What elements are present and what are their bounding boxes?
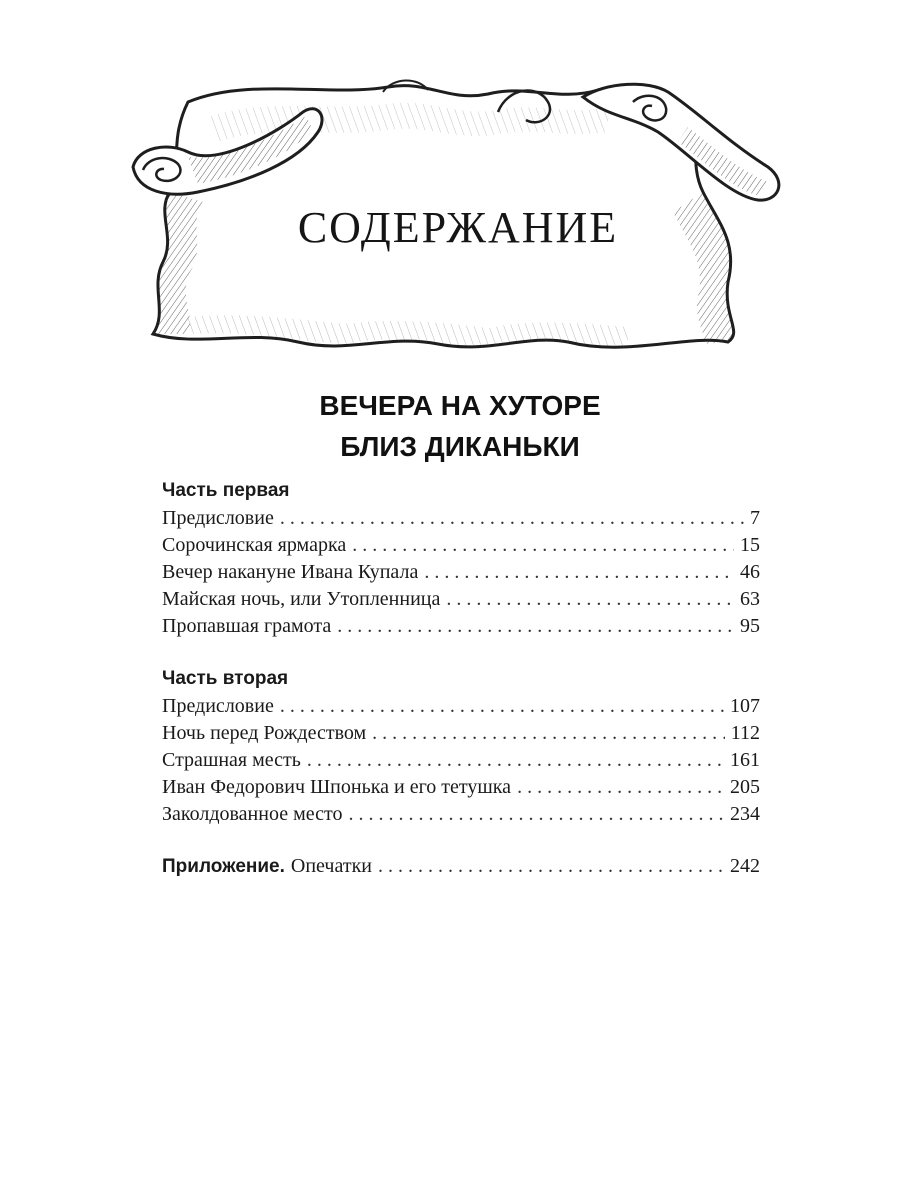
toc-entry-page: 107	[730, 695, 760, 717]
toc-entry[interactable]	[162, 559, 760, 586]
toc-entry-title: Ночь перед Рождеством	[162, 722, 367, 744]
dot-leader	[280, 505, 744, 532]
toc-entry-title: Страшная месть	[162, 749, 301, 771]
dot-leader	[378, 853, 724, 880]
part-heading: Часть первая	[162, 480, 290, 501]
toc-entry-title: Сорочинская ярмарка	[162, 534, 347, 556]
toc-entry-page: 95	[740, 615, 760, 637]
dot-leader	[307, 747, 724, 774]
toc-entry-title: Предисловие	[162, 695, 274, 717]
appendix-page: 242	[730, 855, 760, 877]
book-title	[150, 385, 770, 467]
toc-entry-title: Пропавшая грамота	[162, 615, 332, 637]
toc-entry-page: 234	[730, 803, 760, 825]
dot-leader	[337, 613, 734, 640]
dot-leader	[352, 532, 734, 559]
dot-leader	[348, 801, 724, 828]
book-title-line-1: ВЕЧЕРА НА ХУТОРЕ	[319, 390, 601, 421]
toc-entry-page: 63	[740, 588, 760, 610]
toc-entry[interactable]	[162, 586, 760, 613]
toc-entry[interactable]	[162, 505, 760, 532]
dot-leader	[446, 586, 734, 613]
toc-entry[interactable]	[162, 774, 760, 801]
book-title-line-2: БЛИЗ ДИКАНЬКИ	[340, 431, 580, 462]
dot-leader	[424, 559, 734, 586]
appendix-title: Опечатки	[290, 855, 373, 877]
toc-entry-title: Майская ночь, или Утопленница	[162, 588, 441, 610]
toc-entry[interactable]	[162, 532, 760, 559]
dot-leader	[517, 774, 724, 801]
toc-entry-page: 112	[730, 722, 760, 744]
toc-entry-page: 205	[730, 776, 760, 798]
toc-entry-page: 161	[730, 749, 760, 771]
section-gap	[162, 828, 760, 853]
appendix-entry[interactable]	[162, 853, 760, 880]
toc-entry[interactable]	[162, 613, 760, 640]
part-heading: Часть вторая	[162, 668, 289, 689]
toc-entry-title: Иван Федорович Шпонька и его тетушка	[162, 776, 512, 798]
toc-entry-page: 7	[750, 507, 760, 529]
page-title: СОДЕРЖАНИЕ	[297, 203, 619, 252]
toc-entry-title: Заколдованное место	[162, 803, 343, 825]
dot-leader	[372, 720, 725, 747]
toc-entry[interactable]	[162, 720, 760, 747]
table-of-contents	[162, 477, 760, 880]
toc-entry-title: Предисловие	[162, 507, 274, 529]
toc-entry[interactable]	[162, 693, 760, 720]
appendix-label: Приложение.	[162, 856, 285, 877]
toc-entry-page: 46	[740, 561, 760, 583]
toc-entry-title: Вечер накануне Ивана Купала	[162, 561, 419, 583]
section-gap	[162, 640, 760, 665]
toc-entry[interactable]	[162, 747, 760, 774]
dot-leader	[280, 693, 724, 720]
toc-entry-page: 15	[740, 534, 760, 556]
toc-entry[interactable]	[162, 801, 760, 828]
